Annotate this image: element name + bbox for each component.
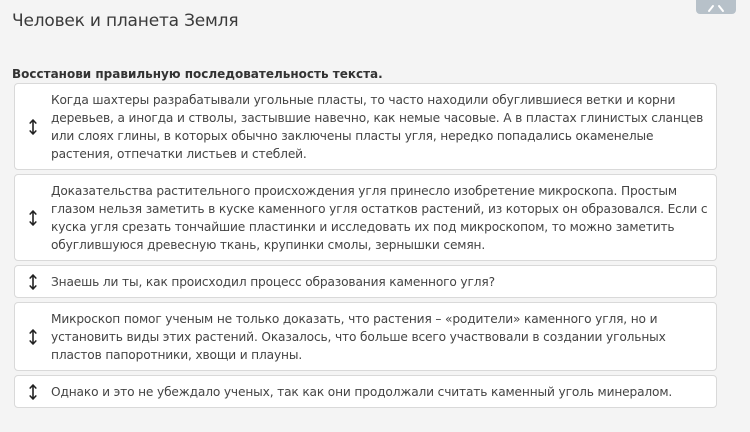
sortable-item-text: Микроскоп помог ученым не только доказать, что растения – «родители» каменного угля, но и установить виды этих растений. Оказалось, что больше всего участвовали в создании угольных пластов папоротники, хвощи и плауны. xyxy=(51,311,666,362)
sortable-item-text: Однако и это не убеждало ученых, так как они продолжали считать каменный уголь минералом. xyxy=(51,384,673,399)
drag-handle-icon[interactable] xyxy=(29,384,37,400)
drag-handle-icon[interactable] xyxy=(29,119,37,135)
sortable-item-1[interactable] xyxy=(14,83,717,170)
sortable-item-2[interactable] xyxy=(14,174,717,261)
sortable-item-text: Когда шахтеры разрабатывали угольные пласты, то часто находили обуглившиеся ветки и корни деревьев, а иногда и стволы, застывшие навечно, как немые часовые. А в пластах глинистых сланцев или слоях глины, в которых обычно заключены пласты угля, нередко попадались окаменелые растения, отпечатки листьев и стеблей. xyxy=(51,92,704,161)
expand-button[interactable] xyxy=(696,0,736,14)
page-title: Человек и планета Земля xyxy=(12,11,239,31)
expand-icon xyxy=(707,3,725,13)
sortable-item-4[interactable] xyxy=(14,302,717,371)
drag-handle-icon[interactable] xyxy=(29,329,37,345)
sortable-item-5[interactable] xyxy=(14,375,717,408)
sortable-item-text: Доказательства растительного происхождения угля принесло изобретение микроскопа. Простым глазом нельзя заметить в куске каменного угля остатков растений, из которых он образовался. Если с куска угля срезать тончайшие пластинки и исследовать их под микроскопом, то можно заметить обуглившуюся древесную ткань, крупинки смолы, зернышки семян. xyxy=(51,183,708,252)
drag-handle-icon[interactable] xyxy=(29,274,37,290)
sortable-item-text: Знаешь ли ты, как происходил процесс образования каменного угля? xyxy=(51,274,495,289)
question-instruction: Восстанови правильную последовательность текста. xyxy=(12,67,383,81)
sortable-item-3[interactable] xyxy=(14,265,717,298)
drag-handle-icon[interactable] xyxy=(29,210,37,226)
